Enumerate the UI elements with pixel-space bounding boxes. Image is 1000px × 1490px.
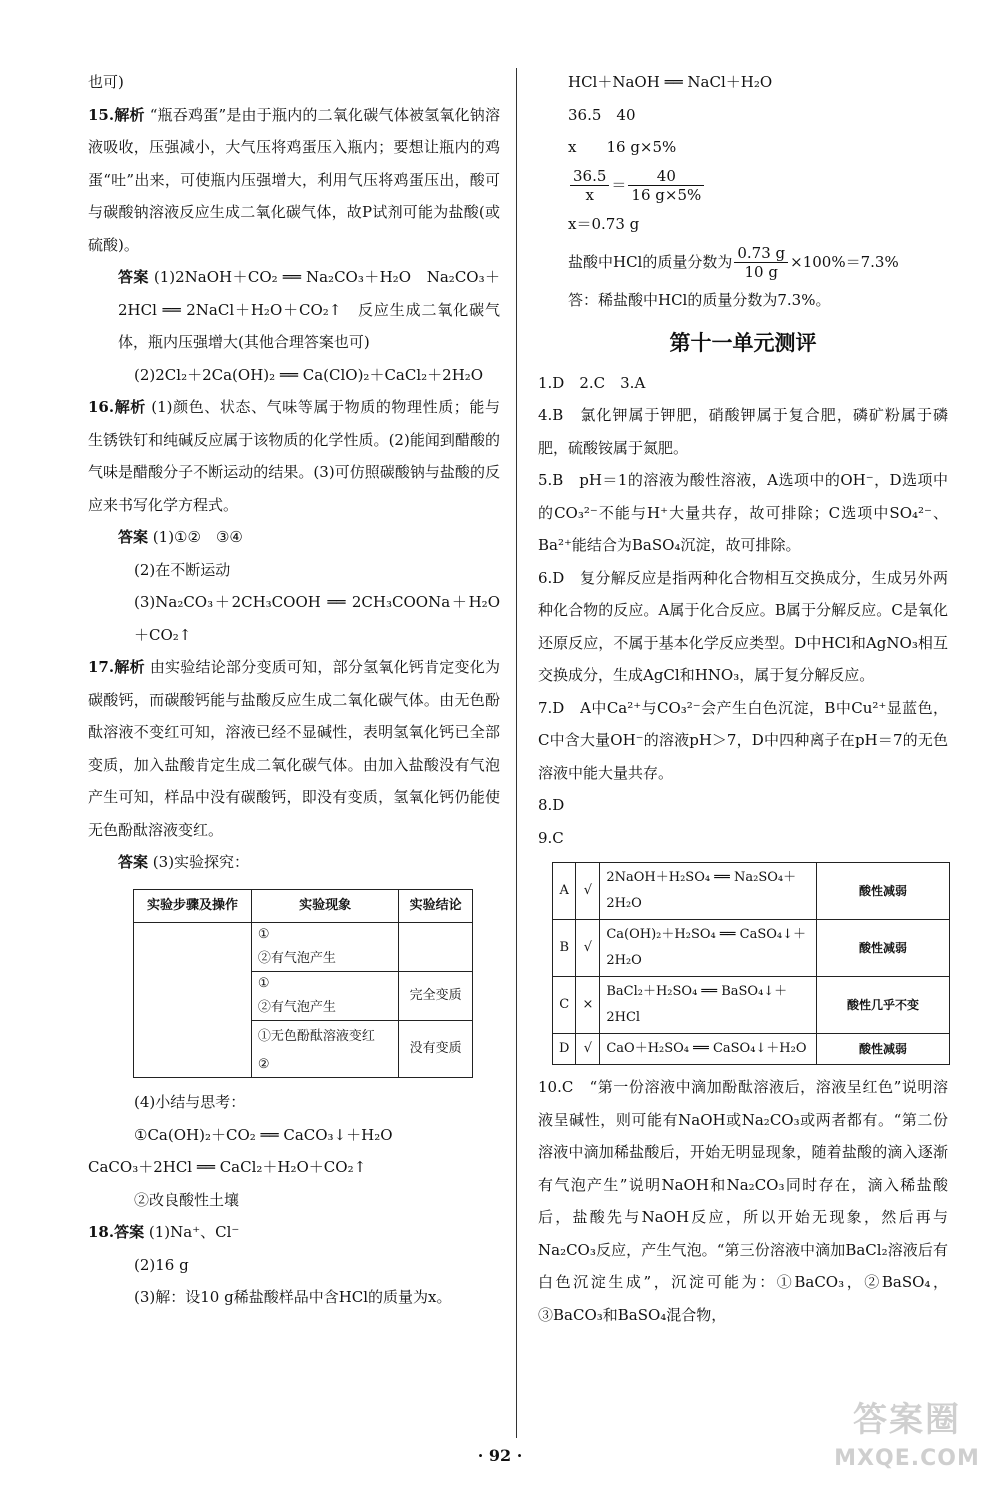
- equation-cell: BaCl₂＋H₂SO₄ ══ BaSO₄↓＋2HCl: [600, 977, 817, 1034]
- equals-sign: ＝: [611, 176, 627, 195]
- answer-line: 5.B pH＝1的溶液为酸性溶液，A选项中的OH⁻，D选项中的CO₃²⁻不能与H⁺大量共存，故可排除；C选项中SO₄²⁻、Ba²⁺能结合为BaSO₄沉淀，故可排除。: [538, 471, 948, 554]
- result-cell: 酸性减弱: [817, 920, 950, 977]
- mark-cell: √: [576, 1034, 600, 1065]
- table-cell-empty: [134, 923, 252, 1078]
- table-row: [553, 863, 950, 920]
- experiment-table: [133, 889, 473, 1079]
- text-line: x 16 g×5%: [568, 138, 677, 156]
- answer-text: (1)①② ③④: [152, 528, 243, 546]
- mark-cell: √: [576, 920, 600, 977]
- proportion-equation: [538, 164, 948, 208]
- option-cell: B: [553, 920, 576, 977]
- column-divider: [516, 68, 517, 1438]
- right-column: [538, 66, 948, 1331]
- fraction: [628, 167, 704, 204]
- table-cell: 完全变质: [399, 972, 473, 1021]
- answer-16-1: [88, 521, 500, 554]
- answer-text: (3)实验探究：: [152, 853, 250, 871]
- question-18: [88, 1216, 500, 1249]
- answer-16-2: (2)在不断运动: [134, 560, 231, 579]
- answer-17-intro: [88, 846, 500, 879]
- answer-18-2: (2)16 g: [134, 1255, 189, 1274]
- denominator: 10 g: [744, 262, 778, 281]
- equation-cell: CaO＋H₂SO₄ ══ CaSO₄↓＋H₂O: [600, 1034, 817, 1065]
- option-cell: A: [553, 863, 576, 920]
- table-cell: [251, 1021, 398, 1078]
- answer-text: (1)Na⁺、Cl⁻: [148, 1223, 240, 1241]
- table-header: 实验步骤及操作: [134, 889, 252, 923]
- denominator: 16 g×5%: [631, 186, 702, 204]
- answer-line: 1.D 2.C 3.A: [538, 373, 646, 392]
- text-line: 36.5 40: [568, 105, 636, 124]
- analysis-label: 解析: [114, 398, 146, 416]
- answer-18-3: (3)解：设10 g稀盐酸样品中含HCl的质量为x。: [134, 1288, 452, 1306]
- section-heading: 第十一单元测评: [669, 330, 817, 355]
- equation: ①Ca(OH)₂＋CO₂ ══ CaCO₃↓＋H₂O: [134, 1125, 393, 1144]
- question-15: [88, 99, 500, 262]
- page-number: · 92 ·: [477, 1446, 523, 1465]
- equation-cell: Ca(OH)₂＋H₂SO₄ ══ CaSO₄↓＋2H₂O: [600, 920, 817, 977]
- text-line: ②改良酸性土壤: [134, 1190, 240, 1209]
- analysis-text: 由实验结论部分变质可知，部分氢氧化钙肯定变化为碳酸钙，而碳酸钙能与盐酸反应生成二氧化碳气体。由无色酚酞溶液不变红可知，溶液已经不显碱性，表明氢氧化钙已全部变质，加入盐酸肯定生成二氧化碳气体。由加入盐酸没有气泡产生可知，样品中没有碳酸钙，即没有变质，氢氧化钙仍能使无色酚酞溶液变红。: [88, 658, 500, 839]
- cell-line: ②有气泡产生: [257, 1000, 336, 1015]
- mark-cell: √: [576, 863, 600, 920]
- fraction: [734, 244, 788, 281]
- summary-label: (4)小结与思考：: [134, 1093, 246, 1111]
- equation: HCl＋NaOH ══ NaCl＋H₂O: [568, 73, 773, 91]
- option-cell: C: [553, 977, 576, 1034]
- table-cell: 没有变质: [399, 1021, 473, 1078]
- cell-line: ①无色酚酞溶液变红: [257, 1029, 375, 1044]
- table-header: 实验结论: [399, 889, 473, 923]
- table-header: 实验现象: [251, 889, 398, 923]
- text-line: 也可): [88, 73, 124, 91]
- answer-label: 答案: [118, 853, 149, 871]
- question-number: 16.: [88, 398, 115, 416]
- question-number: 17.: [88, 658, 115, 676]
- analysis-label: 解析: [114, 658, 145, 676]
- question-number: 18.: [88, 1223, 115, 1241]
- table-header-row: [134, 889, 473, 923]
- mark-cell: ×: [576, 977, 600, 1034]
- fraction: [570, 167, 609, 204]
- reaction-table: [552, 862, 950, 1065]
- option-cell: D: [553, 1034, 576, 1065]
- result-cell: 酸性减弱: [817, 1034, 950, 1065]
- result-cell: 酸性减弱: [817, 863, 950, 920]
- question-16: [88, 391, 500, 521]
- cell-line: ①: [257, 927, 270, 942]
- table-row: [553, 920, 950, 977]
- conclusion: 答：稀盐酸中HCl的质量分数为7.3%。: [568, 291, 831, 309]
- answer-text: (1)2NaOH＋CO₂ ══ Na₂CO₃＋H₂O Na₂CO₃＋2HCl ══ 2NaCl＋H₂O＋CO₂↑ 反应生成二氧化碳气体，瓶内压强增大(其他合理答案也可): [118, 268, 500, 351]
- table-row: [553, 977, 950, 1034]
- answer-15-2: (2)2Cl₂＋2Ca(OH)₂ ══ Ca(ClO)₂＋CaCl₂＋2H₂O: [134, 365, 484, 384]
- answer-label: 答案: [118, 268, 149, 286]
- table-row: [134, 923, 473, 972]
- cell-line: ②: [257, 1057, 270, 1072]
- table-row: [553, 1034, 950, 1065]
- cell-line: ②有气泡产生: [257, 951, 336, 966]
- watermark-text: 答案圈: [853, 1400, 961, 1440]
- answer-label: 答案: [118, 528, 149, 546]
- analysis-text: “瓶吞鸡蛋”是由于瓶内的二氧化碳气体被氢氧化钠溶液吸收，压强减小，大气压将鸡蛋压入瓶内；要想让瓶内的鸡蛋“吐”出来，可使瓶内压强增大，利用气压将鸡蛋压出，酸可与碳酸钠溶液反应生成二氧化碳气体，故P试剂可能为盐酸(或硫酸)。: [88, 105, 500, 254]
- answer-16-3: (3)Na₂CO₃＋2CH₃COOH ══ 2CH₃COONa＋H₂O＋CO₂↑: [134, 593, 500, 644]
- left-column: [88, 66, 500, 1314]
- percentage-calc: [538, 240, 948, 284]
- text-line: x＝0.73 g: [568, 214, 640, 233]
- numerator: 36.5: [570, 167, 609, 186]
- answer-line: 4.B 氯化钾属于钾肥，硝酸钾属于复合肥，磷矿粉属于磷肥，硫酸铵属于氮肥。: [538, 406, 948, 457]
- table-cell: [251, 972, 398, 1021]
- analysis-text: (1)颜色、状态、气味等属于物质的物理性质；能与生锈铁钉和纯碱反应属于该物质的化学性质。(2)能闻到醋酸的气味是醋酸分子不断运动的结果。(3)可仿照碳酸钠与盐酸的反应来书写化学方程式。: [88, 398, 500, 514]
- answer-line: 10.C “第一份溶液中滴加酚酞溶液后，溶液呈红色”说明溶液呈碱性，则可能有NaOH或Na₂CO₃或两者都有。“第二份溶液中滴加稀盐酸后，开始无明显现象，随着盐酸的滴入逐渐有气泡产生”说明NaOH和Na₂CO₃同时存在，滴入稀盐酸后，盐酸先与NaOH反应，所以开始无现象，然后再与Na₂CO₃反应，产生气泡。“第三份溶液中滴加BaCl₂溶液后有白色沉淀生成”，沉淀可能为：①BaCO₃，②BaSO₄，③BaCO₃和BaSO₄混合物，: [538, 1078, 948, 1324]
- table-cell-empty: [399, 923, 473, 972]
- question-17: [88, 651, 500, 846]
- answer-line: 6.D 复分解反应是指两种化合物相互交换成分，生成另外两种化合物的反应。A属于化合反应。B属于分解反应。C是氧化还原反应，不属于基本化学反应类型。D中HCl和AgNO₃相互交换成分，生成AgCl和HNO₃，属于复分解反应。: [538, 568, 948, 684]
- text: 盐酸中HCl的质量分数为: [568, 252, 733, 271]
- cell-line: ①: [257, 976, 270, 991]
- watermark-url: MXQE.COM: [834, 1446, 980, 1471]
- text: ×100%＝7.3%: [790, 252, 899, 271]
- equation-cell: 2NaOH＋H₂SO₄ ══ Na₂SO₄＋2H₂O: [600, 863, 817, 920]
- answer-15-1: [88, 261, 500, 359]
- table-cell: [251, 923, 398, 972]
- answer-line: 8.D: [538, 796, 565, 814]
- watermark-logo: [822, 1396, 992, 1486]
- answer-label: 答案: [114, 1223, 145, 1241]
- result-cell: 酸性几乎不变: [817, 977, 950, 1034]
- denominator: x: [585, 186, 594, 204]
- analysis-label: 解析: [114, 105, 145, 124]
- answer-line: 9.C: [538, 828, 564, 847]
- answer-line: 7.D A中Ca²⁺与CO₃²⁻会产生白色沉淀，B中Cu²⁺显蓝色，C中含大量OH⁻的溶液pH＞7，D中四种离子在pH＝7的无色溶液中能大量共存。: [538, 698, 948, 782]
- numerator: 0.73 g: [734, 244, 788, 263]
- question-number: 15.: [88, 105, 115, 124]
- equation: CaCO₃＋2HCl ══ CaCl₂＋H₂O＋CO₂↑: [88, 1158, 367, 1176]
- numerator: 40: [628, 167, 704, 186]
